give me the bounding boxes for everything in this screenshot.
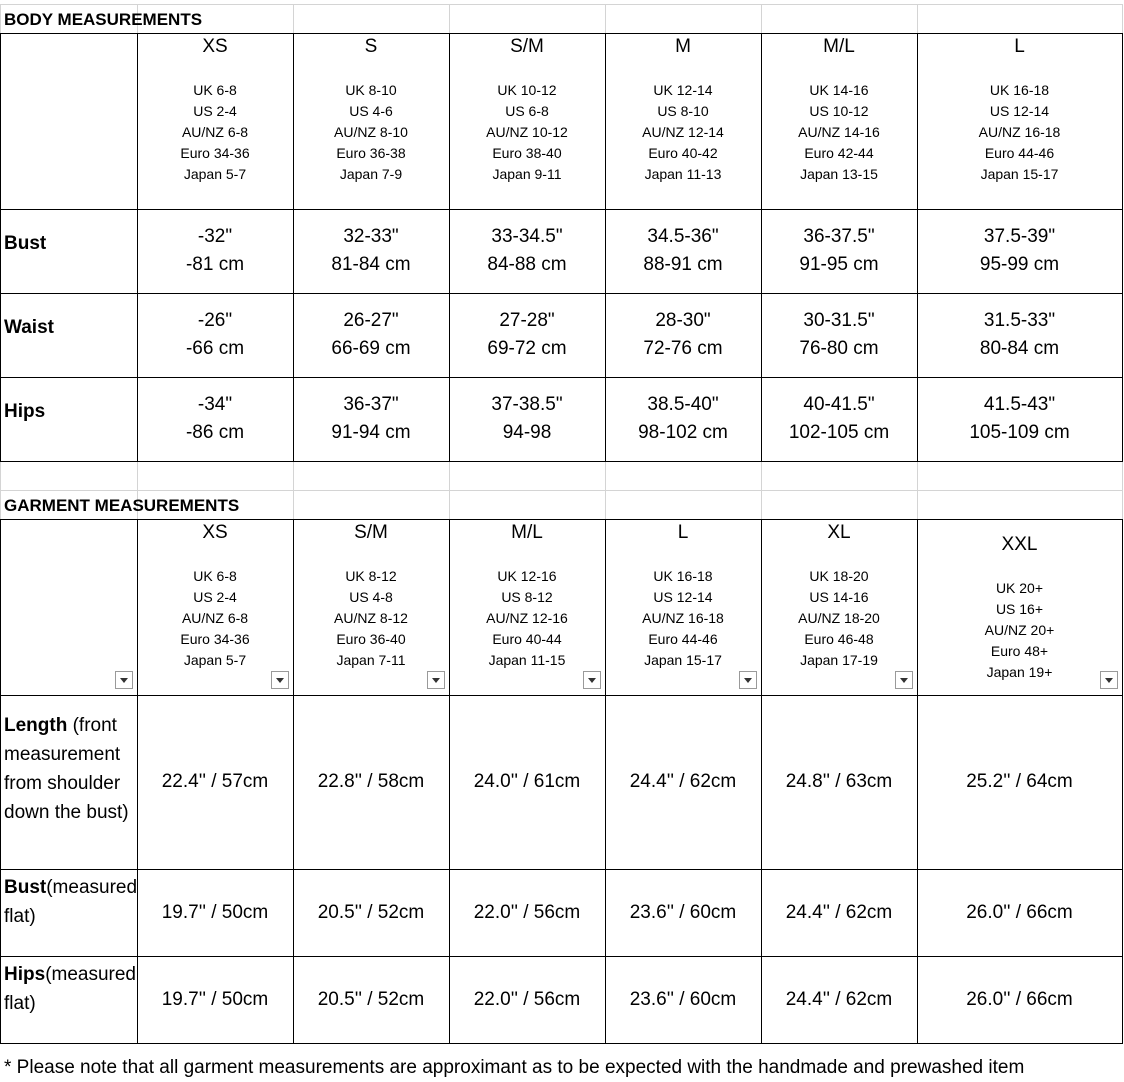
body-value-cell — [137, 209, 293, 293]
measurement-value: 31.5-33" — [983, 310, 1056, 331]
conversion-line: UK 14-16 — [809, 82, 869, 98]
row-label-main: Length — [4, 715, 68, 736]
conversion-line: AU/NZ 6-8 — [181, 610, 249, 626]
filter-dropdown-button[interactable] — [583, 671, 601, 689]
body-row-label-waist: Waist — [4, 317, 54, 338]
grid-line — [0, 33, 1123, 34]
garment-value-cell — [449, 869, 605, 956]
body-value-cell — [605, 209, 761, 293]
measurement-value: 22.0'' / 56cm — [473, 901, 581, 923]
garment-size-name: S/M — [354, 522, 388, 543]
conversion-line: Euro 36-40 — [336, 631, 406, 647]
measurement-value: 24.0'' / 61cm — [473, 771, 581, 792]
conversion-line: Euro 40-44 — [492, 631, 562, 647]
grid-line — [0, 519, 1, 1044]
grid-line — [761, 4, 762, 34]
body-size-header-l — [917, 35, 1122, 185]
body-value-cell — [137, 293, 293, 377]
grid-line — [1122, 4, 1123, 34]
garment-value-cell — [137, 869, 293, 956]
filter-dropdown-button[interactable] — [115, 671, 133, 689]
conversion-line: Euro 46-48 — [804, 631, 874, 647]
garment-size-header-xs — [137, 521, 293, 671]
garment-size-name: XXL — [1001, 534, 1038, 555]
grid-line — [605, 4, 606, 34]
body-section-title: BODY MEASUREMENTS — [4, 10, 203, 29]
body-value-cell — [761, 293, 917, 377]
conversion-line: Japan 5-7 — [183, 166, 247, 182]
garment-value-cell — [917, 695, 1122, 869]
conversion-line: AU/NZ 12-16 — [486, 610, 568, 626]
garment-value-cell — [293, 695, 449, 869]
garment-value-cell — [761, 869, 917, 956]
conversion-line: US 8-12 — [501, 589, 553, 605]
conversion-line: UK 10-12 — [497, 82, 557, 98]
body-size-name: XS — [202, 36, 228, 57]
garment-value-cell — [137, 695, 293, 869]
conversion-line: UK 12-14 — [653, 82, 713, 98]
conversion-line: Euro 34-36 — [180, 631, 250, 647]
conversion-line: UK 16-18 — [989, 82, 1050, 98]
measurement-value: -81 cm — [185, 254, 245, 275]
conversion-line: UK 16-18 — [653, 568, 713, 584]
measurement-value: 66-69 cm — [331, 338, 411, 359]
conversion-line: UK 18-20 — [809, 568, 869, 584]
conversion-line: UK 8-10 — [345, 82, 397, 98]
grid-line — [0, 33, 1, 462]
garment-value-cell — [917, 869, 1122, 956]
garment-value-cell — [761, 695, 917, 869]
measurement-value: 36-37" — [343, 394, 399, 415]
measurement-value: 76-80 cm — [799, 338, 879, 359]
conversion-line: Euro 36-38 — [336, 145, 406, 161]
measurement-value: 26.0'' / 66cm — [966, 901, 1073, 923]
measurement-value: 37.5-39" — [983, 226, 1056, 247]
conversion-line: Euro 34-36 — [180, 145, 250, 161]
conversion-line: Euro 44-46 — [648, 631, 718, 647]
body-size-header-s-m — [449, 35, 605, 185]
conversion-line: UK 6-8 — [193, 568, 237, 584]
filter-dropdown-button[interactable] — [895, 671, 913, 689]
garment-value-cell — [761, 956, 917, 1043]
measurement-value: 34.5-36" — [647, 226, 719, 247]
body-value-cell — [449, 293, 605, 377]
garment-size-conversions — [334, 566, 408, 671]
grid-line — [293, 4, 294, 34]
grid-line — [449, 462, 450, 520]
garment-size-name: M/L — [511, 522, 543, 543]
conversion-line: UK 20+ — [995, 580, 1044, 596]
filter-dropdown-button[interactable] — [739, 671, 757, 689]
conversion-line: US 2-4 — [193, 103, 237, 119]
grid-line — [0, 4, 1123, 5]
garment-value-cell — [293, 956, 449, 1043]
row-label-main: Bust — [4, 877, 47, 898]
measurement-value: -66 cm — [185, 338, 245, 359]
measurement-value: 84-88 cm — [487, 254, 567, 275]
measurement-value: 105-109 cm — [969, 422, 1070, 443]
conversion-line: AU/NZ 10-12 — [486, 124, 568, 140]
garment-size-header-xl — [761, 521, 917, 671]
garment-size-conversions — [180, 566, 249, 671]
conversion-line: Japan 7-9 — [339, 166, 403, 182]
grid-line — [449, 4, 450, 34]
body-value-cell — [449, 209, 605, 293]
measurement-value: 91-95 cm — [799, 254, 879, 275]
garment-value-cell — [137, 956, 293, 1043]
measurement-value: 22.4'' / 57cm — [161, 771, 269, 792]
body-value-cell — [293, 209, 449, 293]
conversion-line: Japan 17-19 — [800, 652, 878, 668]
body-value-cell — [917, 293, 1122, 377]
measurement-value: 38.5-40" — [647, 394, 719, 415]
measurement-value: 24.8'' / 63cm — [785, 771, 893, 792]
measurement-value: 95-99 cm — [979, 254, 1060, 275]
measurement-value: -26" — [197, 310, 233, 331]
body-value-cell — [761, 377, 917, 461]
conversion-line: Japan 11-13 — [644, 166, 722, 182]
measurement-value: 94-98 — [502, 422, 552, 443]
filter-dropdown-button[interactable] — [271, 671, 289, 689]
body-size-conversions — [334, 80, 408, 185]
conversion-line: US 4-8 — [349, 589, 393, 605]
measurement-value: 32-33" — [343, 226, 399, 247]
grid-line — [0, 462, 1, 520]
measurement-value: 36-37.5" — [803, 226, 875, 247]
measurement-value: 33-34.5" — [491, 226, 563, 247]
garment-value-cell — [449, 695, 605, 869]
grid-line — [1122, 519, 1123, 1044]
measurement-value: 98-102 cm — [638, 422, 728, 443]
conversion-line: AU/NZ 20+ — [984, 622, 1055, 638]
grid-line — [761, 462, 762, 520]
conversion-line: Japan 19+ — [986, 664, 1053, 680]
conversion-line: Euro 42-44 — [804, 145, 874, 161]
row-label-note: (measured flat) — [4, 877, 138, 927]
garment-size-conversions — [486, 566, 568, 671]
garment-size-header-l — [605, 521, 761, 671]
conversion-line: US 8-10 — [657, 103, 709, 119]
measurement-value: 30-31.5" — [803, 310, 875, 331]
grid-line — [0, 461, 1123, 462]
conversion-line: AU/NZ 16-18 — [978, 124, 1061, 140]
body-value-cell — [761, 209, 917, 293]
conversion-line: UK 12-16 — [497, 568, 557, 584]
measurement-value: 19.7'' / 50cm — [161, 901, 269, 923]
measurement-value: 23.6'' / 60cm — [629, 901, 737, 923]
conversion-line: Euro 38-40 — [492, 145, 562, 161]
body-size-name: L — [1014, 36, 1025, 57]
measurement-value: 28-30" — [655, 310, 711, 331]
conversion-line: AU/NZ 8-12 — [334, 610, 408, 626]
garment-value-cell — [605, 695, 761, 869]
grid-line — [917, 462, 918, 520]
body-size-conversions — [642, 80, 724, 185]
body-size-name: M — [675, 36, 691, 57]
garment-section-title: GARMENT MEASUREMENTS — [4, 496, 240, 515]
conversion-line: US 12-14 — [989, 103, 1050, 119]
garment-size-name: L — [677, 522, 689, 543]
grid-line — [0, 519, 1123, 520]
conversion-line: Euro 48+ — [990, 643, 1049, 659]
body-value-cell — [293, 293, 449, 377]
body-size-conversions — [979, 80, 1061, 185]
measurement-value: 37-38.5" — [491, 394, 563, 415]
conversion-line: AU/NZ 6-8 — [181, 124, 249, 140]
conversion-line: AU/NZ 16-18 — [642, 610, 724, 626]
garment-row-label-bust — [4, 873, 136, 931]
measurement-value: 25.2'' / 64cm — [966, 771, 1073, 792]
conversion-line: US 10-12 — [809, 103, 869, 119]
footnote-text: * Please note that all garment measurements are approximant as to be expected with the handmade and prewashed item — [4, 1057, 1025, 1078]
grid-line — [0, 1043, 1123, 1044]
body-value-cell — [605, 293, 761, 377]
measurement-value: 26.0'' / 66cm — [966, 988, 1073, 1010]
body-size-name: S/M — [510, 36, 544, 57]
body-size-header-m — [605, 35, 761, 185]
grid-line — [917, 4, 918, 34]
measurement-value: 27-28" — [499, 310, 555, 331]
body-size-header-s — [293, 35, 449, 185]
measurement-value: 24.4'' / 62cm — [629, 771, 737, 792]
grid-line — [0, 4, 1, 34]
measurement-value: 69-72 cm — [487, 338, 567, 359]
measurement-value: 81-84 cm — [331, 254, 411, 275]
garment-size-name: XL — [827, 522, 851, 543]
conversion-line: AU/NZ 14-16 — [798, 124, 880, 140]
row-label-note: (front measurement from shoulder down the bust) — [4, 715, 129, 823]
conversion-line: Japan 13-15 — [800, 166, 878, 182]
body-value-cell — [137, 377, 293, 461]
conversion-line: US 6-8 — [505, 103, 549, 119]
grid-line — [605, 462, 606, 520]
conversion-line: AU/NZ 18-20 — [798, 610, 880, 626]
body-value-cell — [605, 377, 761, 461]
conversion-line: Japan 11-15 — [488, 652, 566, 668]
filter-dropdown-button[interactable] — [427, 671, 445, 689]
body-size-conversions — [486, 80, 568, 185]
body-value-cell — [917, 209, 1122, 293]
conversion-line: US 4-6 — [349, 103, 393, 119]
measurement-value: 26-27" — [343, 310, 399, 331]
conversion-line: Euro 40-42 — [648, 145, 718, 161]
measurement-value: 22.0'' / 56cm — [473, 988, 581, 1010]
conversion-line: AU/NZ 12-14 — [642, 124, 724, 140]
garment-row-label-hips — [4, 960, 136, 1018]
conversion-line: US 14-16 — [809, 589, 869, 605]
conversion-line: UK 6-8 — [193, 82, 237, 98]
filter-dropdown-button[interactable] — [1100, 671, 1118, 689]
conversion-line: US 12-14 — [653, 589, 713, 605]
measurement-value: 20.5'' / 52cm — [317, 901, 425, 923]
row-label-main: Hips — [4, 964, 46, 985]
garment-size-header-s-m — [293, 521, 449, 671]
grid-line — [1122, 462, 1123, 520]
body-row-label-hips: Hips — [4, 401, 46, 422]
measurement-value: 22.8'' / 58cm — [317, 771, 425, 792]
conversion-line: US 16+ — [995, 601, 1044, 617]
grid-line — [0, 490, 1123, 491]
conversion-line: Japan 5-7 — [183, 652, 247, 668]
garment-size-conversions — [985, 578, 1055, 683]
body-size-conversions — [798, 80, 880, 185]
conversion-line: Euro 44-46 — [984, 145, 1055, 161]
conversion-line: Japan 7-11 — [336, 652, 406, 668]
body-size-name: S — [364, 36, 378, 57]
measurement-value: -34" — [197, 394, 233, 415]
measurement-value: 102-105 cm — [788, 422, 890, 443]
grid-line — [1122, 33, 1123, 462]
garment-value-cell — [605, 956, 761, 1043]
garment-value-cell — [449, 956, 605, 1043]
measurement-value: 40-41.5" — [803, 394, 875, 415]
body-size-header-xs — [137, 35, 293, 185]
garment-size-header-m-l — [449, 521, 605, 671]
body-size-name: M/L — [823, 36, 855, 57]
body-size-conversions — [180, 80, 249, 185]
conversion-line: Japan 15-17 — [644, 652, 722, 668]
measurement-value: -86 cm — [185, 422, 245, 443]
grid-line — [293, 462, 294, 520]
body-row-label-bust: Bust — [4, 233, 47, 254]
body-size-header-m-l — [761, 35, 917, 185]
measurement-value: 24.4'' / 62cm — [785, 901, 893, 923]
conversion-line: US 2-4 — [193, 589, 237, 605]
row-label-note: (measured flat) — [4, 964, 137, 1014]
garment-row-label-length — [4, 711, 136, 827]
measurement-value: 24.4'' / 62cm — [785, 988, 893, 1010]
conversion-line: UK 8-12 — [345, 568, 397, 584]
measurement-value: 88-91 cm — [643, 254, 723, 275]
measurement-value: 72-76 cm — [643, 338, 723, 359]
measurement-value: 19.7'' / 50cm — [161, 988, 269, 1010]
garment-size-conversions — [642, 566, 724, 671]
garment-size-name: XS — [202, 522, 228, 543]
body-value-cell — [449, 377, 605, 461]
conversion-line: Japan 9-11 — [492, 166, 562, 182]
measurement-value: 80-84 cm — [979, 338, 1060, 359]
garment-value-cell — [917, 956, 1122, 1043]
conversion-line: AU/NZ 8-10 — [334, 124, 408, 140]
garment-value-cell — [605, 869, 761, 956]
measurement-value: 41.5-43" — [983, 394, 1056, 415]
measurement-value: -32" — [197, 226, 233, 247]
garment-value-cell — [293, 869, 449, 956]
conversion-line: Japan 15-17 — [980, 166, 1059, 182]
garment-size-header-xxl — [917, 533, 1122, 683]
measurement-value: 20.5'' / 52cm — [317, 988, 425, 1010]
body-value-cell — [293, 377, 449, 461]
measurement-value: 23.6'' / 60cm — [629, 988, 737, 1010]
body-value-cell — [917, 377, 1122, 461]
measurement-value: 91-94 cm — [331, 422, 411, 443]
garment-size-conversions — [798, 566, 880, 671]
